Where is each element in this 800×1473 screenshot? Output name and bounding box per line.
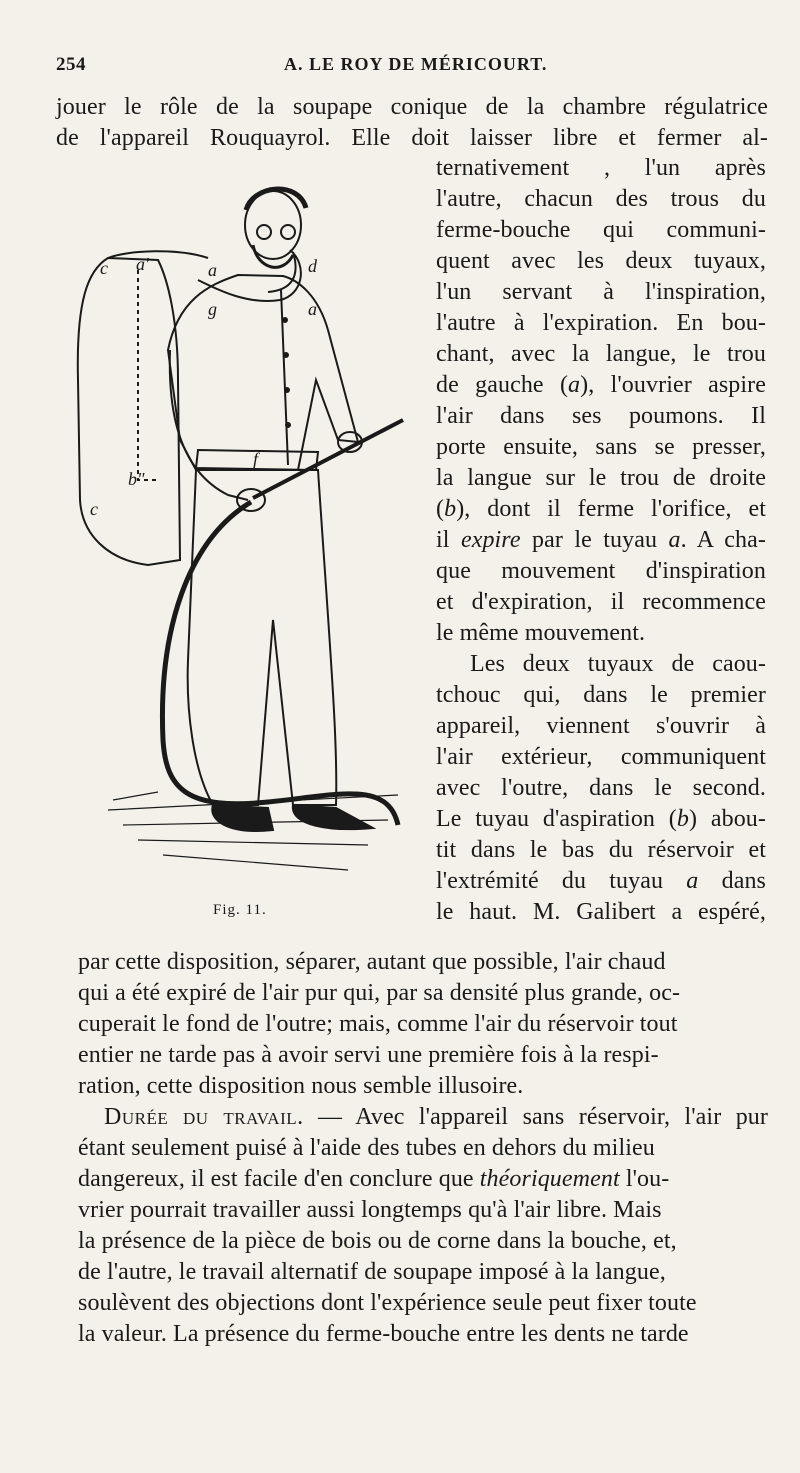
goggle-right	[281, 225, 295, 239]
text-italic: expire	[460, 527, 521, 553]
text-span: dans	[698, 868, 766, 894]
text-line: vrier pourrait travailler aussi longtemps qu'à l'air libre. Mais	[78, 1197, 662, 1223]
text-line: de l'appareil Rouquayrol. Elle doit laisser libre et fermer al-	[56, 125, 768, 151]
text-italic: a	[686, 868, 699, 894]
text-line: quent avec les deux tuyaux,	[436, 248, 766, 274]
text-line: ternativement , l'un après	[436, 155, 766, 181]
text-line: la langue sur le trou de droite	[436, 465, 766, 491]
button	[285, 388, 289, 392]
text-line: l'autre, chacun des trous du	[436, 186, 766, 212]
text-line: l'air extérieur, communiquent	[436, 744, 766, 770]
label-f: f	[253, 449, 259, 469]
text-line	[436, 370, 766, 400]
text-italic: b	[444, 496, 457, 522]
text-line: jouer le rôle de la soupape conique de la chambre régulatrice	[56, 94, 768, 120]
left-arm	[170, 350, 248, 500]
text-line: entier ne tarde pas à avoir servi une première fois à la respi-	[78, 1042, 659, 1068]
text-span: par le tuyau	[520, 527, 669, 553]
text-line: l'autre à l'expiration. En bou-	[436, 310, 766, 336]
rod	[253, 420, 403, 498]
text-span: il	[436, 527, 461, 553]
text-line	[436, 494, 766, 524]
label-g: g	[208, 299, 217, 319]
text-line: de l'autre, le travail alternatif de soupape imposé à la langue,	[78, 1259, 666, 1285]
section-heading: Durée du travail.	[104, 1104, 304, 1130]
text-line: ration, cette disposition nous semble illusoire.	[78, 1073, 524, 1099]
text-line	[104, 1102, 768, 1132]
text-span: . A cha-	[680, 527, 767, 553]
text-span: — Avec l'appareil sans réservoir, l'air pur	[303, 1104, 768, 1130]
text-line: avec l'outre, dans le second.	[436, 775, 766, 801]
text-span: (	[436, 496, 445, 522]
label-a-prime: a	[208, 260, 217, 280]
text-line: Les deux tuyaux de caou-	[470, 651, 766, 677]
text-line: étant seulement puisé à l'aide des tubes en dehors du milieu	[78, 1135, 655, 1161]
text-line	[436, 525, 766, 555]
hose	[162, 502, 398, 825]
text-line: appareil, viennent s'ouvrir à	[436, 713, 766, 739]
running-title: A. LE ROY DE MÉRICOURT.	[284, 54, 548, 74]
jacket	[168, 275, 358, 470]
jacket-placket	[281, 290, 288, 465]
text-italic: théoriquement	[479, 1166, 620, 1192]
label-d: d	[308, 256, 317, 276]
button	[286, 423, 290, 427]
text-line: que mouvement d'inspiration	[436, 558, 766, 584]
text-line: porte ensuite, sans se presser,	[436, 434, 766, 460]
text-span: ), l'ouvrier aspire	[580, 372, 766, 398]
text-line: cuperait le fond de l'outre; mais, comme l'air du réservoir tout	[78, 1011, 678, 1037]
text-line: chant, avec la langue, le trou	[436, 341, 766, 367]
text-italic: a	[568, 372, 581, 398]
text-line	[78, 1164, 768, 1194]
text-italic: b	[676, 806, 689, 832]
text-line: la présence de la pièce de bois ou de corne dans la bouche, et,	[78, 1228, 677, 1254]
text-line	[436, 804, 766, 834]
button	[283, 318, 287, 322]
air-bag-top	[108, 251, 208, 258]
beard	[253, 245, 293, 267]
text-line: la valeur. La présence du ferme-bouche entre les dents ne tarde	[78, 1321, 689, 1347]
text-line: et d'expiration, il recommence	[436, 589, 766, 615]
text-span: Le tuyau d'aspiration (	[436, 806, 677, 832]
label-b-second: b"	[128, 469, 145, 489]
text-line: l'un servant à l'inspiration,	[436, 279, 766, 305]
goggle-left	[257, 225, 271, 239]
text-span: ) abou-	[689, 806, 767, 832]
right-shoe	[293, 805, 373, 829]
label-a: a	[308, 299, 317, 319]
page-header	[56, 54, 760, 82]
text-line: par cette disposition, séparer, autant que possible, l'air chaud	[78, 949, 666, 975]
air-bag-seam	[138, 270, 156, 480]
text-line: le même mouvement.	[436, 620, 646, 646]
text-line	[436, 866, 766, 896]
label-c-bottom: c	[90, 499, 98, 519]
left-shoe	[212, 805, 273, 831]
text-span: l'ou-	[619, 1166, 670, 1192]
text-line: soulèvent des objections dont l'expérience seule peut fixer toute	[78, 1290, 697, 1316]
text-line: qui a été expiré de l'air pur qui, par sa densité plus grande, oc-	[78, 980, 681, 1006]
text-line: le haut. M. Galibert a espéré,	[436, 899, 766, 925]
text-span: l'extrémité du tuyau	[436, 868, 687, 894]
button	[284, 353, 288, 357]
text-line: tit dans le bas du réservoir et	[436, 837, 766, 863]
label-a-second: a'	[136, 254, 149, 274]
text-span: dangereux, il est facile d'en conclure que	[78, 1166, 480, 1192]
text-line: ferme-bouche qui communi-	[436, 217, 766, 243]
text-line: tchouc qui, dans le premier	[436, 682, 766, 708]
label-c-top: c	[100, 258, 108, 278]
page-number: 254	[56, 54, 86, 75]
text-span: ), dont il ferme l'orifice, et	[456, 496, 766, 522]
figure-caption: Fig. 11.	[213, 902, 267, 918]
trousers	[188, 470, 337, 805]
text-span: de gauche (	[436, 372, 569, 398]
figure-diver-illustration	[68, 180, 418, 890]
text-line: l'air dans ses poumons. Il	[436, 403, 766, 429]
text-italic: a	[668, 527, 681, 553]
